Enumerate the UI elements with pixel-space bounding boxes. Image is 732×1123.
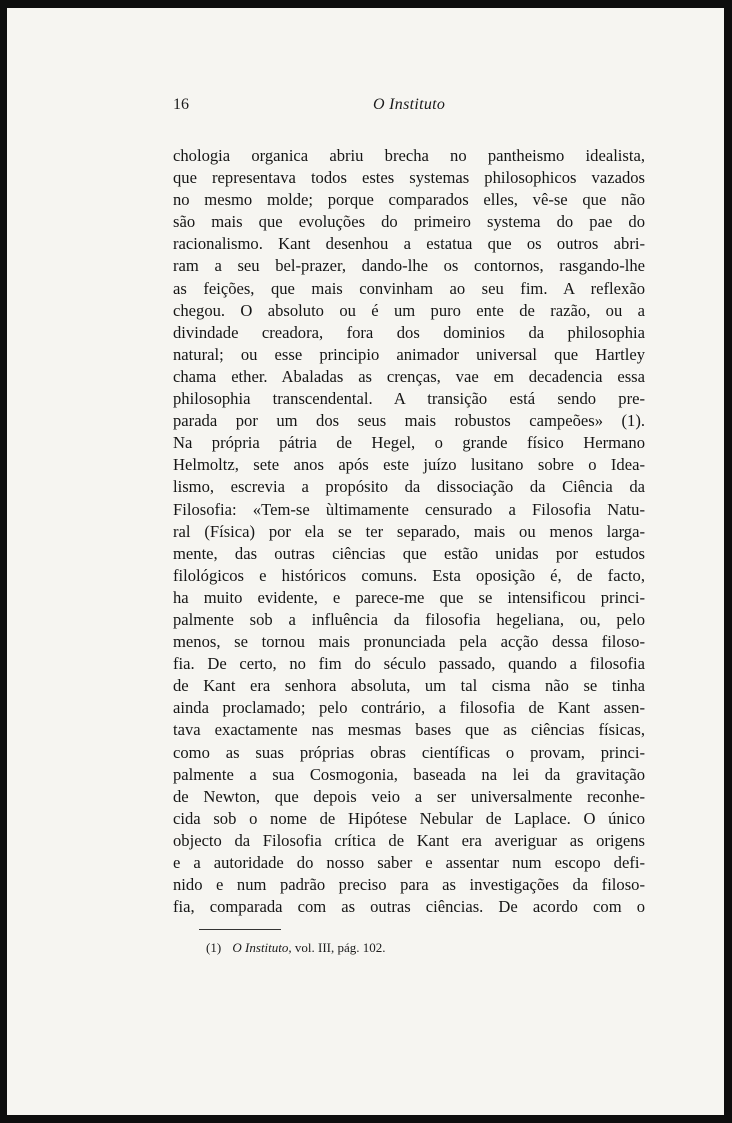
page-number: 16 [173, 96, 189, 113]
text-line: menos, se tornou mais pronunciada pela acção dessa filoso- [173, 632, 645, 652]
text-line: fia. De certo, no fim do século passado, quando a filosofia [173, 654, 645, 674]
text-line: chama ether. Abaladas as crenças, vae em decadencia essa [173, 366, 645, 386]
footnote-separator [199, 929, 281, 930]
text-line: nido e num padrão preciso para as investigações da filoso- [173, 875, 645, 895]
footnote-marker: (1) [206, 940, 222, 955]
text-line: ral (Física) por ela se ter separado, mais ou menos larga- [173, 521, 645, 541]
running-title: O Instituto [373, 96, 446, 113]
text-line: cida sob o nome de Hipótese Nebular de Laplace. O único [173, 808, 645, 828]
text-line: ha muito evidente, e parece-me que se intensificou princi- [173, 587, 645, 607]
text-line: filológicos e históricos comuns. Esta oposição é, de facto, [173, 565, 645, 585]
page-header [173, 96, 645, 118]
text-line: são mais que evoluções do primeiro systema do pae do [173, 212, 645, 232]
text-line: ainda proclamado; pelo contrário, a filosofia de Kant assen- [173, 698, 645, 718]
text-line: ram a seu bel-prazer, dando-lhe os contornos, rasgando-lhe [173, 256, 645, 276]
text-line: divindade creadora, fora dos dominios da philosophia [173, 322, 645, 342]
text-line: de Kant era senhora absoluta, um tal cisma não se tinha [173, 676, 645, 696]
text-line: objecto da Filosofia crítica de Kant era averiguar as origens [173, 830, 645, 850]
footnote [206, 940, 386, 956]
text-line: no mesmo molde; porque comparados elles, vê-se que não [173, 190, 645, 210]
text-line: como as suas próprias obras científicas o provam, princi- [173, 742, 645, 762]
text-line: Filosofia: «Tem-se ùltimamente censurado a Filosofia Natu- [173, 499, 645, 519]
text-line: chologia organica abriu brecha no pantheismo idealista, [173, 146, 645, 165]
text-line: as feições, que mais convinham ao seu fim. A reflexão [173, 278, 645, 298]
text-line: tava exactamente nas mesmas bases que as ciências físicas, [173, 720, 645, 740]
text-line: de Newton, que depois veio a ser universalmente reconhe- [173, 786, 645, 806]
text-line: que representava todos estes systemas philosophicos vazados [173, 168, 645, 188]
text-line: Helmoltz, sete anos após este juízo lusitano sobre o Idea- [173, 455, 645, 475]
book-page [7, 8, 724, 1115]
text-line: mente, das outras ciências que estão unidas por estudos [173, 543, 645, 563]
text-line: lismo, escrevia a propósito da dissociação da Ciência da [173, 477, 645, 497]
text-line: parada por um dos seus mais robustos campeões» (1). [173, 411, 645, 431]
text-line: chegou. O absoluto ou é um puro ente de razão, ou a [173, 300, 645, 320]
text-line: fia, comparada com as outras ciências. De acordo com o [173, 897, 645, 917]
footnote-source: O Instituto, [232, 940, 292, 955]
footnote-detail: vol. III, pág. 102. [294, 940, 386, 955]
text-line: palmente a sua Cosmogonia, baseada na lei da gravitação [173, 764, 645, 784]
text-line: natural; ou esse principio animador universal que Hartley [173, 344, 645, 364]
text-line: e a autoridade do nosso saber e assentar num escopo defi- [173, 853, 645, 872]
text-line: philosophia transcendental. A transição está sendo pre- [173, 389, 645, 409]
text-line: Na própria pátria de Hegel, o grande físico Hermano [173, 433, 645, 453]
text-line: palmente sob a influência da filosofia hegeliana, ou, pelo [173, 609, 645, 629]
body-text [173, 145, 645, 918]
text-line: racionalismo. Kant desenhou a estatua que os outros abri- [173, 234, 645, 254]
